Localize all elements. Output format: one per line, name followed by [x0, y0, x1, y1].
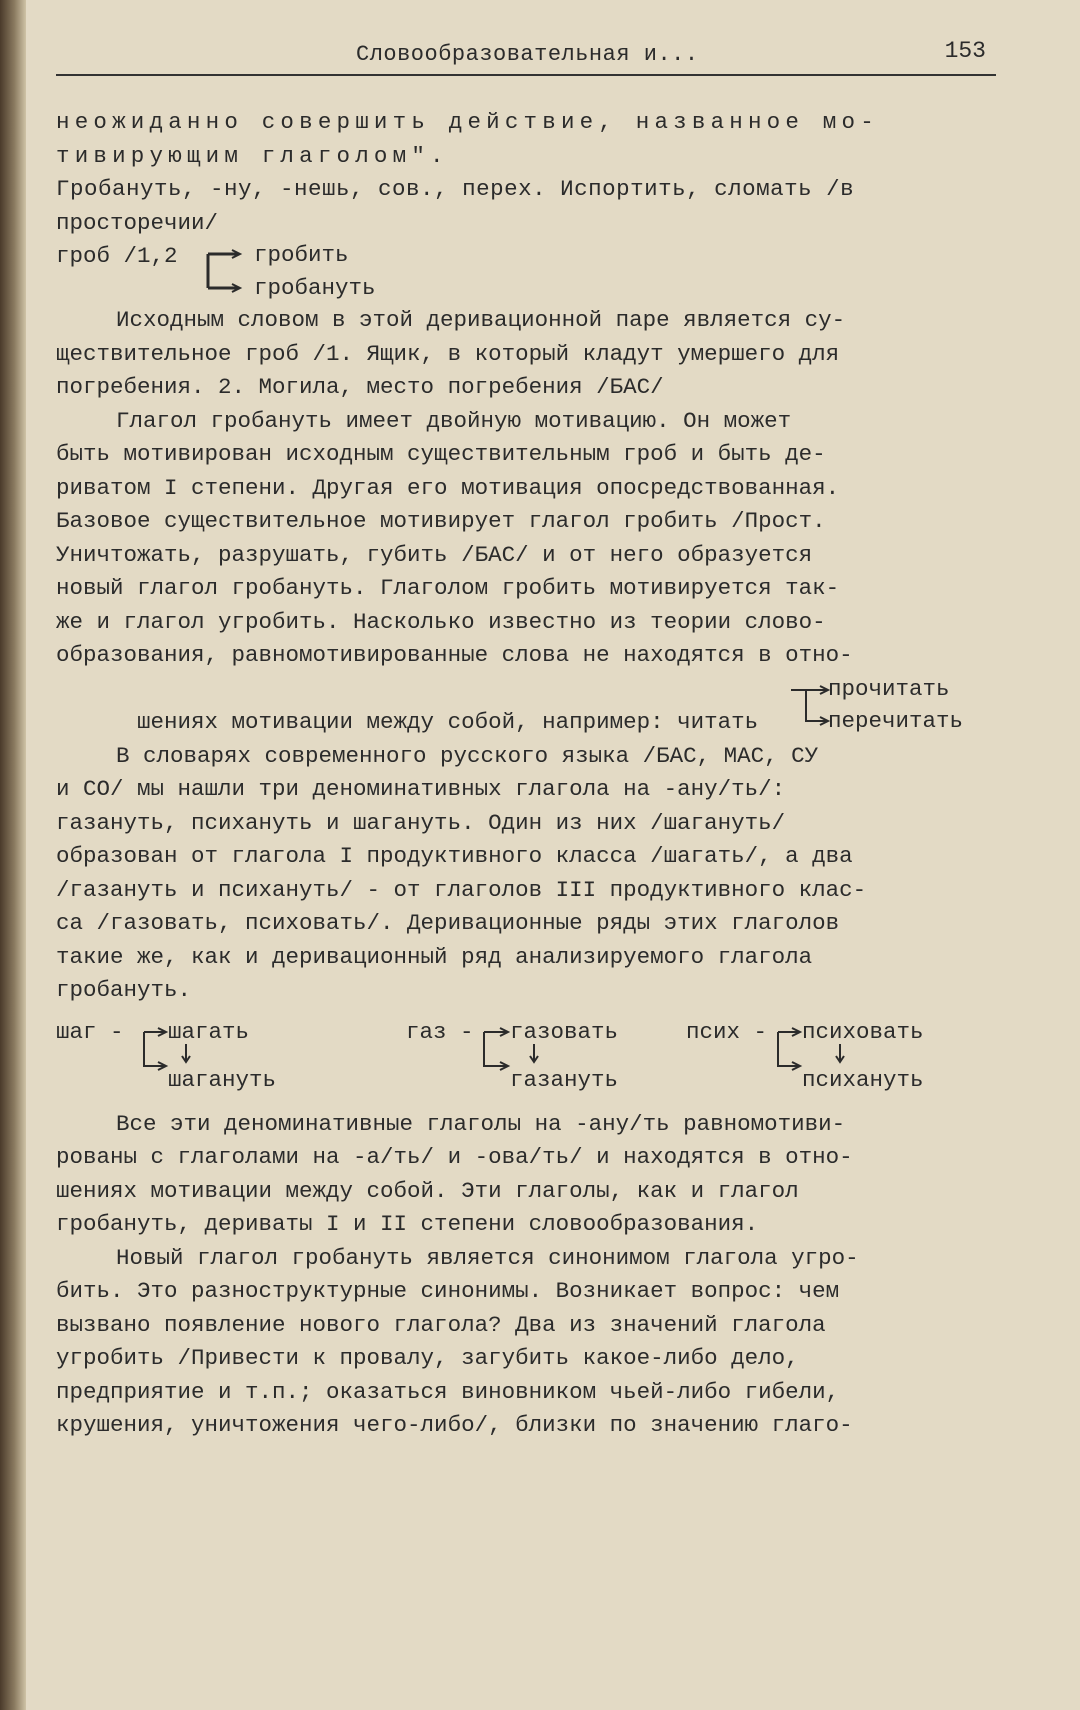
- text-line: шениях мотивации между собой, например: читать: [137, 709, 759, 735]
- text-line: Базовое существительное мотивирует глагол гробить /Прост.: [56, 508, 826, 534]
- text-line: предприятие и т.п.; оказаться виновником чьей-либо гибели,: [56, 1378, 840, 1405]
- derivation-scheme-shag: [56, 1016, 356, 1094]
- text-line: Все эти деноминативные глаголы на -ану/ть равномотиви-: [116, 1110, 846, 1137]
- scheme-top: газовать: [510, 1018, 619, 1045]
- text-line: /газануть и психануть/ - от глаголов III продуктивного клас-: [56, 876, 867, 903]
- scheme-root: шаг -: [56, 1018, 124, 1045]
- scheme-bottom: газануть: [510, 1066, 619, 1093]
- derivation-scheme-gaz: [406, 1016, 706, 1094]
- text-line: такие же, как и деривационный ряд анализируемого глагола: [56, 943, 813, 970]
- scheme-bottom: гробануть: [254, 275, 376, 301]
- text-line: риватом I степени. Другая его мотивация опосредствованная.: [56, 474, 840, 501]
- inline-scheme-bottom: перечитать: [828, 707, 964, 734]
- derivation-scheme-psih: [686, 1016, 986, 1094]
- scheme-root: гроб /1,2: [56, 243, 178, 269]
- text-line: и СО/ мы нашли три деноминативных глагола на -ану/ть/:: [56, 776, 786, 802]
- page-number: 153: [944, 38, 986, 64]
- scheme-top: гробить: [254, 242, 349, 268]
- text-line: крушения, уничтожения чего-либо/, близки по значению глаго-: [56, 1412, 853, 1438]
- derivation-scheme-grob: [56, 240, 1006, 304]
- text-line: Уничтожать, разрушать, губить /БАС/ и от него образуется: [56, 541, 813, 568]
- text-line: бить. Это разноструктурные синонимы. Возникает вопрос: чем: [56, 1278, 840, 1304]
- text-line: погребения. 2. Могила, место погребения /БАС/: [56, 374, 664, 400]
- text-line: гробануть, дериваты I и II степени словообразования.: [56, 1211, 759, 1237]
- text-line: В словарях современного русского языка /БАС, МАС, СУ: [116, 742, 819, 769]
- text-line: са /газовать, психовать/. Деривационные ряды этих глаголов: [56, 910, 840, 936]
- text-line: Новый глагол гробануть является синонимом глагола угро-: [116, 1244, 859, 1271]
- scheme-bracket: [56, 240, 136, 304]
- text-line: тивирующим глаголом".: [56, 142, 449, 169]
- scheme-bottom: психануть: [802, 1066, 924, 1093]
- scheme-top: психовать: [802, 1018, 924, 1045]
- text-line: Глагол гробануть имеет двойную мотивацию. Он может: [116, 407, 792, 434]
- inline-scheme-bracket: [56, 673, 116, 733]
- book-spine: [0, 0, 26, 1710]
- text-line: угробить /Привести к провалу, загубить какое-либо дело,: [56, 1345, 799, 1371]
- text-line: шениях мотивации между собой. Эти глаголы, как и глагол: [56, 1177, 799, 1204]
- text-line: просторечии/: [56, 209, 219, 236]
- running-header: [56, 38, 996, 76]
- scheme-root: псих -: [686, 1018, 768, 1045]
- text-line: неожиданно совершить действие, названное мо-: [56, 109, 879, 135]
- text-line: ществительное гроб /1. Ящик, в который кладут умершего для: [56, 340, 840, 367]
- inline-scheme-top: прочитать: [828, 675, 950, 702]
- text-line: Исходным словом в этой деривационной паре является су-: [116, 307, 846, 333]
- body-text: [56, 106, 1006, 1443]
- text-line: Гробануть, -ну, -нешь, сов., перех. Испортить, сломать /в: [56, 176, 855, 202]
- scheme-root: газ -: [406, 1018, 474, 1045]
- book-page: [26, 0, 1080, 1710]
- text-line: рованы с глаголами на -а/ть/ и -ова/ть/ и находятся в отно-: [56, 1144, 853, 1170]
- text-line-with-scheme: [56, 673, 1006, 735]
- text-line: же и глагол угробить. Насколько известно из теории слово-: [56, 608, 826, 635]
- scheme-bottom: шагануть: [168, 1066, 277, 1093]
- text-line: образования, равномотивированные слова не находятся в отно-: [56, 642, 853, 668]
- running-title: Словообразовательная и...: [356, 42, 699, 67]
- scheme-top: шагать: [168, 1018, 250, 1045]
- text-line: новый глагол гробануть. Глаголом гробить мотивируется так-: [56, 575, 840, 601]
- text-line: гробануть.: [56, 977, 192, 1003]
- text-line: вызвано появление нового глагола? Два из значений глагола: [56, 1311, 826, 1338]
- derivation-schemes-row: [56, 1016, 1006, 1094]
- text-line: газануть, психануть и шагануть. Один из них /шагануть/: [56, 809, 786, 836]
- text-line: быть мотивирован исходным существительным гроб и быть де-: [56, 441, 826, 467]
- text-line: образован от глагола I продуктивного класса /шагать/, а два: [56, 843, 853, 869]
